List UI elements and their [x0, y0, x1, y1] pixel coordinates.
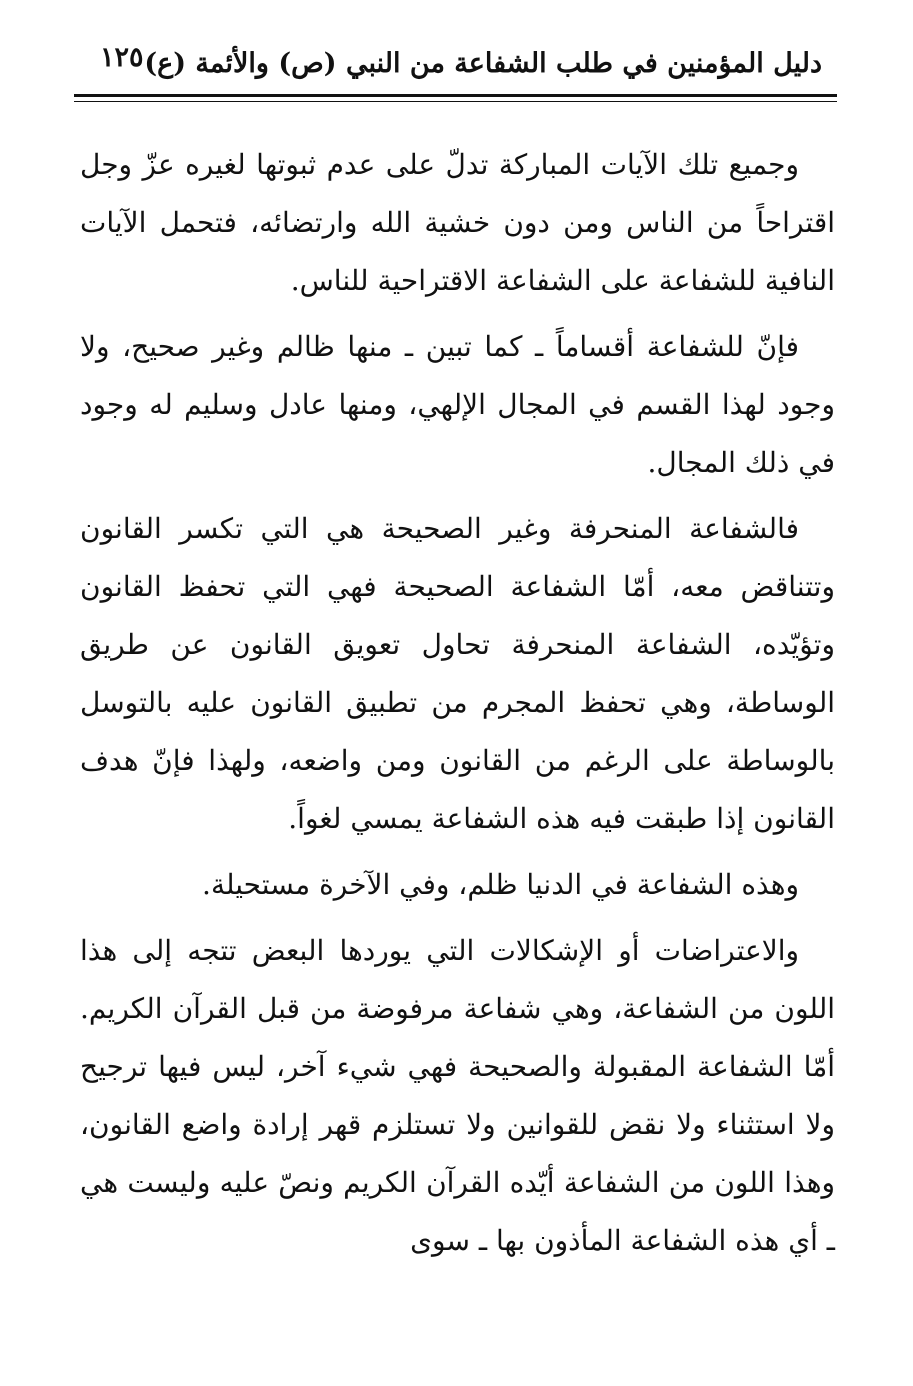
page-header	[74, 38, 834, 90]
paragraph-1: وجميع تلك الآيات المباركة تدلّ على عدم ثبوتها لغيره عزّ وجل اقتراحاً من الناس ومن دون خشية الله وارتضائه، فتحمل الآيات النافية للشفاعة على الشفاعة الاقتراحية للناس.	[80, 148, 836, 297]
body-text	[80, 136, 835, 1278]
header-rule-thick	[74, 94, 837, 97]
paragraph-2: فإنّ للشفاعة أقساماً ـ كما تبين ـ منها ظالم وغير صحيح، ولا وجود لهذا القسم في المجال الإلهي، ومنها عادل وسليم له وجود في ذلك المجال.	[80, 330, 835, 479]
header-rule-thin	[74, 101, 837, 102]
paragraph-5: والاعتراضات أو الإشكالات التي يوردها البعض تتجه إلى هذا اللون من الشفاعة، وهي شفاعة مرفوضة من قبل القرآن الكريم. أمّا الشفاعة المقبولة والصحيحة فهي شيء آخر، ليس فيها ترجيح ولا استثناء ولا نقض للقوانين ولا تستلزم قهر إرادة واضع القانون، وهذا اللون من الشفاعة أيّده القرآن الكريم ونصّ عليه وليست هي ـ أي هذه الشفاعة المأذون بها ـ سوى	[80, 934, 835, 1257]
paragraph-3: فالشفاعة المنحرفة وغير الصحيحة هي التي تكسر القانون وتتناقض معه، أمّا الشفاعة الصحيحة فهي التي تحفظ القانون وتؤيّده، الشفاعة المنحرفة تحاول تعويق القانون عن طريق الوساطة، وهي تحفظ المجرم من تطبيق القانون عليه بالتوسل بالوساطة على الرغم من القانون ومن واضعه، ولهذا فإنّ هدف القانون إذا طبقت فيه هذه الشفاعة يمسي لغواً.	[80, 512, 835, 835]
paragraph-4: وهذه الشفاعة في الدنيا ظلم، وفي الآخرة مستحيلة.	[202, 868, 799, 901]
running-title: دليل المؤمنين في طلب الشفاعة من النبي (ص) والأئمة (ع)	[144, 48, 822, 79]
page-number: ١٢٥	[100, 42, 144, 73]
